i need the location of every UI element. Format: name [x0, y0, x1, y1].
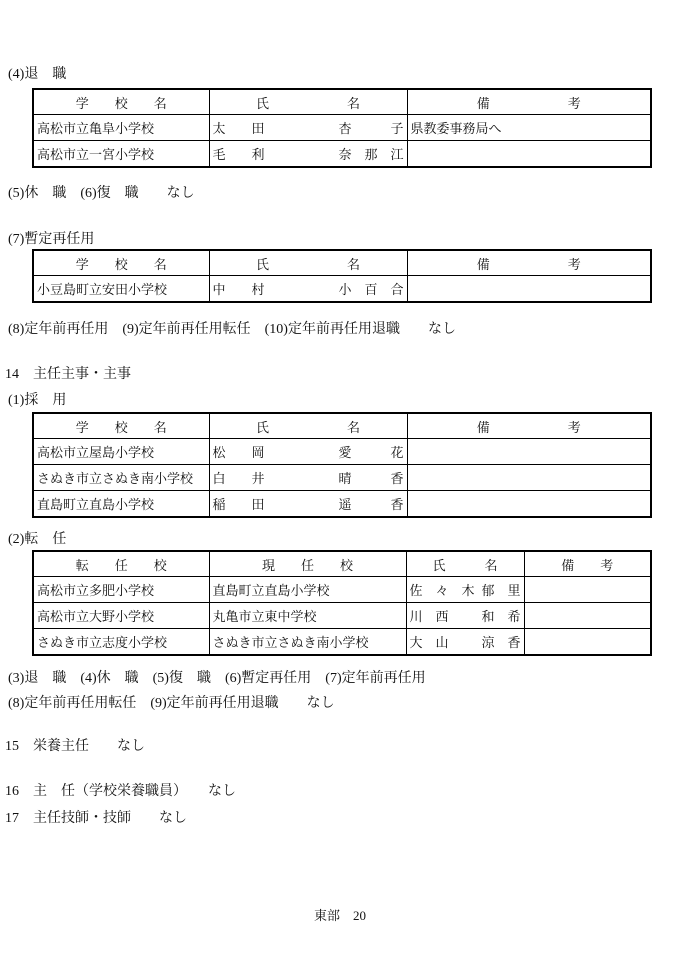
- provisional-reappointment-table: [32, 249, 652, 303]
- table-row: [33, 276, 651, 303]
- family-name: 白 井: [212, 471, 265, 486]
- family-name: 毛 利: [212, 147, 265, 162]
- remarks-cell: [407, 141, 651, 168]
- transfer-table: [32, 550, 652, 656]
- given-name: 和 希: [481, 609, 521, 624]
- remarks-cell: [524, 577, 651, 603]
- table-row: [33, 491, 651, 518]
- remarks-cell: 県教委事務局へ: [407, 115, 651, 141]
- given-name: 郁 里: [481, 583, 521, 598]
- heading-transfer-other-line1: (3)退 職 (4)休 職 (5)復 職 (6)暫定再任用 (7)定年前再任用: [8, 671, 426, 686]
- name-cell: [406, 577, 524, 603]
- given-name: 小 百 合: [338, 282, 404, 297]
- table-row: [33, 465, 651, 491]
- heading-transfer-other-line2: (8)定年前再任用転任 (9)定年前再任用退職 なし: [8, 696, 335, 711]
- school-cell: 高松市立一宮小学校: [33, 141, 209, 168]
- name-cell: [209, 141, 407, 168]
- heading-section-16: 16 主 任（学校栄養職員） なし: [5, 784, 236, 799]
- table-header-row: [33, 413, 651, 439]
- remarks-cell: [407, 439, 651, 465]
- remarks-cell: [407, 491, 651, 518]
- school-cell: 直島町立直島小学校: [33, 491, 209, 518]
- person-name-header: 氏 名: [209, 89, 407, 115]
- school-name-header: 学 校 名: [33, 250, 209, 276]
- table-row: [33, 603, 651, 629]
- table-row: [33, 141, 651, 168]
- table-row: [33, 629, 651, 656]
- table-row: [33, 577, 651, 603]
- family-name: 佐 々 木: [409, 583, 475, 598]
- family-name: 太 田: [212, 121, 265, 136]
- adoption-table: [32, 412, 652, 518]
- new-school-cell: さぬき市立志度小学校: [33, 629, 209, 656]
- page-footer: 東部 20: [313, 908, 366, 923]
- remarks-header: 備 考: [407, 413, 651, 439]
- given-name: 晴 香: [338, 471, 404, 486]
- remarks-header: 備 考: [407, 89, 651, 115]
- school-name-header: 学 校 名: [33, 413, 209, 439]
- school-cell: 小豆島町立安田小学校: [33, 276, 209, 303]
- family-name: 川 西: [409, 609, 449, 624]
- name-cell: [406, 603, 524, 629]
- new-school-cell: 高松市立多肥小学校: [33, 577, 209, 603]
- remarks-cell: [524, 603, 651, 629]
- name-cell: [209, 276, 407, 303]
- given-name: 杏 子: [338, 121, 404, 136]
- retirement-table: [32, 88, 652, 168]
- person-name-header: 氏 名: [209, 250, 407, 276]
- given-name: 涼 香: [481, 635, 521, 650]
- school-cell: 高松市立亀阜小学校: [33, 115, 209, 141]
- school-cell: さぬき市立さぬき南小学校: [33, 465, 209, 491]
- family-name: 松 岡: [212, 445, 265, 460]
- table-header-row: [33, 551, 651, 577]
- heading-retirement: (4)退 職: [8, 67, 67, 82]
- heading-leave-reinstatement: (5)休 職 (6)復 職 なし: [8, 186, 195, 201]
- remarks-header: 備 考: [524, 551, 651, 577]
- table-row: [33, 439, 651, 465]
- name-cell: [209, 439, 407, 465]
- name-cell: [209, 491, 407, 518]
- school-name-header: 学 校 名: [33, 89, 209, 115]
- remarks-cell: [524, 629, 651, 656]
- table-header-row: [33, 89, 651, 115]
- heading-section-15: 15 栄養主任 なし: [5, 739, 145, 754]
- heading-section-14: 14 主任主事・主事: [5, 367, 131, 382]
- given-name: 愛 花: [338, 445, 404, 460]
- table-row: [33, 115, 651, 141]
- school-cell: 高松市立屋島小学校: [33, 439, 209, 465]
- heading-transfer: (2)転 任: [8, 532, 67, 547]
- heading-provisional-reappointment: (7)暫定再任用: [8, 232, 95, 247]
- new-school-header: 転 任 校: [33, 551, 209, 577]
- new-school-cell: 高松市立大野小学校: [33, 603, 209, 629]
- person-name-header: 氏 名: [209, 413, 407, 439]
- family-name: 大 山: [409, 635, 449, 650]
- name-cell: [406, 629, 524, 656]
- given-name: 遥 香: [338, 497, 404, 512]
- family-name: 中 村: [212, 282, 265, 297]
- given-name: 奈 那 江: [338, 147, 404, 162]
- name-cell: [209, 465, 407, 491]
- current-school-header: 現 任 校: [209, 551, 406, 577]
- heading-adoption: (1)採 用: [8, 393, 67, 408]
- heading-pre-retirement-reappointment: (8)定年前再任用 (9)定年前再任用転任 (10)定年前再任用退職 なし: [8, 322, 456, 337]
- family-name: 稲 田: [212, 497, 265, 512]
- current-school-cell: 直島町立直島小学校: [209, 577, 406, 603]
- table-header-row: [33, 250, 651, 276]
- remarks-cell: [407, 276, 651, 303]
- remarks-header: 備 考: [407, 250, 651, 276]
- current-school-cell: 丸亀市立東中学校: [209, 603, 406, 629]
- heading-section-17: 17 主任技師・技師 なし: [5, 811, 187, 826]
- name-cell: [209, 115, 407, 141]
- remarks-cell: [407, 465, 651, 491]
- current-school-cell: さぬき市立さぬき南小学校: [209, 629, 406, 656]
- person-name-header: 氏 名: [406, 551, 524, 577]
